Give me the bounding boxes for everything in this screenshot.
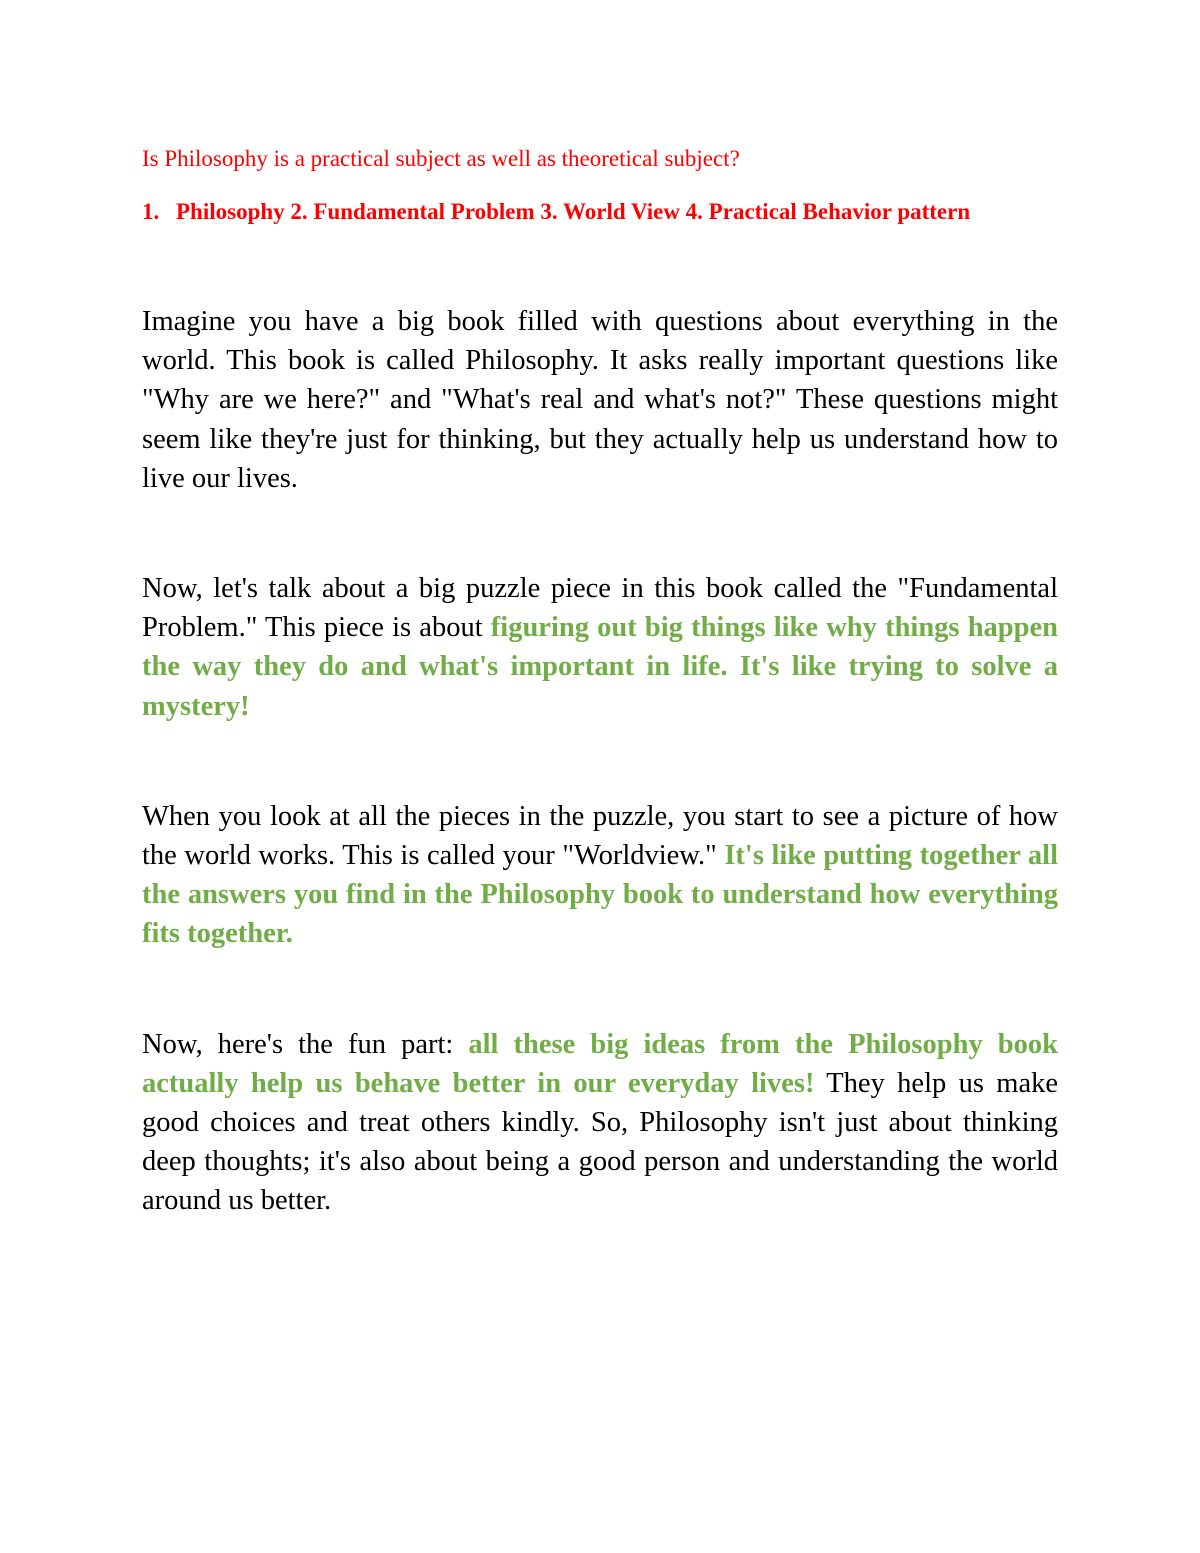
paragraph-text: When you look at all the pieces in the puzzle, you start to see a picture of how the world works. This is called your "Worldview." — [142, 800, 1058, 872]
paragraph-text: Now, let's talk about a big puzzle piece in this book called the "Fundamental Problem." This piece is about — [142, 573, 1058, 644]
highlighted-text: It's like putting together all the answers you find in the Philosophy book to understand how everything fits together. — [142, 840, 1058, 950]
outline-text: Philosophy 2. Fundamental Problem 3. World View 4. Practical Behavior pattern — [176, 199, 971, 224]
paragraph-text: Now, here's the fun part: — [142, 1028, 469, 1060]
document-page — [142, 142, 1058, 1221]
outline-item — [142, 194, 1058, 229]
paragraph-worldview — [142, 797, 1058, 954]
question-heading: Is Philosophy is a practical subject as well as theoretical subject? — [142, 146, 740, 171]
paragraph-practical-behavior — [142, 1025, 1058, 1221]
highlighted-text: figuring out big things like why things happen the way they do and what's important in life. It's like trying to solve a mystery! — [142, 612, 1058, 722]
highlighted-text: all these big ideas from the Philosophy book actually help us behave better in our everyday lives! — [142, 1028, 1058, 1099]
paragraph-text: Imagine you have a big book filled with questions about everything in the world. This book is called Philosophy. It asks really important questions like "Why are we here?" and "What's real and what's not?" These questions might seem like they're just for thinking, but they actually help us understand how to live our lives. — [142, 306, 1058, 494]
outline-number: 1. — [142, 199, 160, 224]
paragraph-philosophy — [142, 302, 1058, 498]
topic-outline — [142, 194, 1058, 229]
paragraph-text: They help us make good choices and treat others kindly. So, Philosophy isn't just about thinking deep thoughts; it's also about being a good person and understanding the world around us better. — [142, 1067, 1058, 1217]
paragraph-fundamental-problem — [142, 569, 1058, 726]
